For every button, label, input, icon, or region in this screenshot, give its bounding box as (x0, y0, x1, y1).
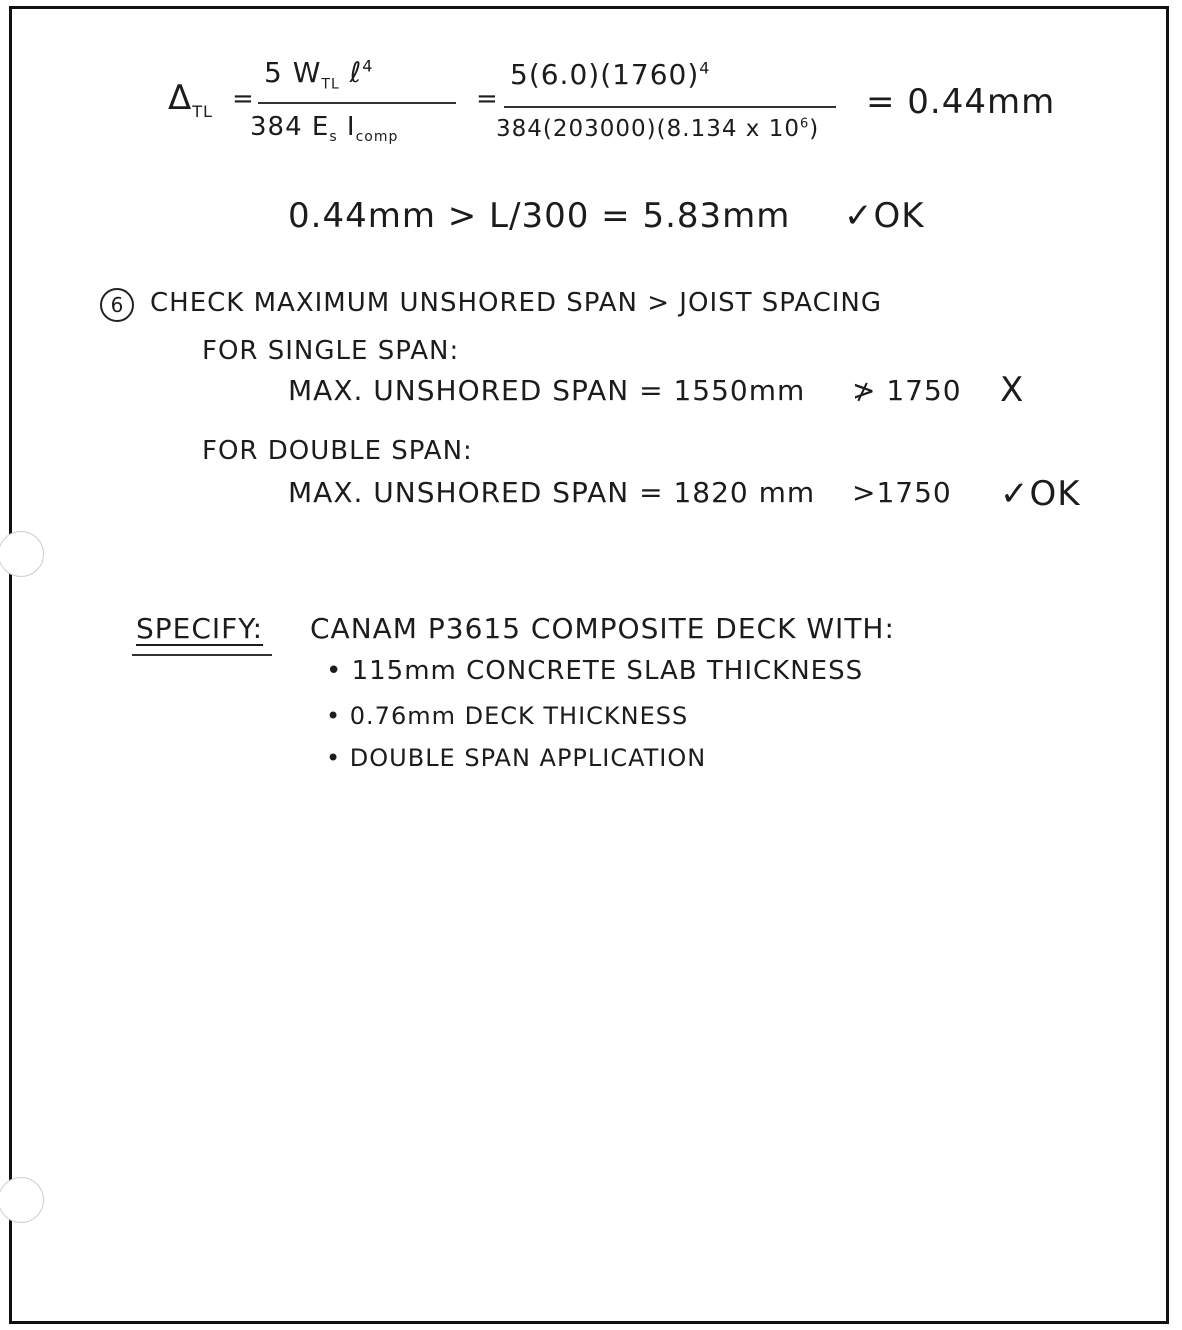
spec-item-deck: • 0.76mm DECK THICKNESS (326, 702, 689, 730)
values-den-text: 384(203000)(8.134 x 10 (496, 116, 800, 142)
spec-item-span: • DOUBLE SPAN APPLICATION (326, 744, 707, 772)
delta-symbol (168, 78, 213, 121)
single-span-label: FOR SINGLE SPAN: (202, 336, 460, 366)
single-span-fail-mark: X (1000, 370, 1025, 410)
formula-den-text: 384 E (250, 112, 330, 142)
single-span-value: MAX. UNSHORED SPAN = 1550mm (288, 374, 806, 407)
formula-fraction-bar (258, 102, 456, 104)
formula-numerator (264, 56, 373, 93)
values-fraction-bar (504, 106, 836, 108)
formula-denominator (250, 112, 398, 145)
specify-double-underline (132, 654, 272, 656)
double-span-value: MAX. UNSHORED SPAN = 1820 mm (288, 476, 816, 509)
double-span-label: FOR DOUBLE SPAN: (202, 436, 473, 466)
formula-num-sub: TL (321, 76, 340, 93)
binder-hole-top (0, 531, 44, 577)
values-num-exp: 4 (699, 58, 711, 78)
double-span-compare: >1750 (852, 476, 952, 509)
values-num-text: 5(6.0)(1760) (510, 58, 700, 91)
specify-label: SPECIFY: (136, 612, 264, 645)
double-span-ok-mark: ✓OK (1000, 474, 1081, 514)
formula-num-text: 5 W (264, 56, 322, 89)
deflection-limit-check: 0.44mm > L/300 = 5.83mm (288, 196, 791, 236)
delta-label: Δ (168, 78, 193, 118)
spec-item-slab: • 115mm CONCRETE SLAB THICKNESS (326, 656, 864, 686)
step-number-circle: 6 (100, 288, 134, 322)
values-den-close: ) (809, 116, 820, 142)
binder-hole-bottom (0, 1177, 44, 1223)
equals-sign-2: = (476, 84, 499, 114)
step6-heading: CHECK MAXIMUM UNSHORED SPAN > JOIST SPACING (150, 288, 883, 318)
delta-subscript: TL (192, 101, 213, 121)
single-span-compare: ≯ 1750 (852, 374, 962, 407)
equals-sign-1: = (232, 84, 255, 114)
deflection-ok-mark: ✓OK (844, 196, 925, 236)
values-numerator (510, 58, 710, 91)
specify-text: CANAM P3615 COMPOSITE DECK WITH: (310, 612, 895, 645)
deflection-result: = 0.44mm (866, 82, 1056, 122)
formula-den-i: I (346, 112, 356, 142)
values-denominator (496, 116, 819, 142)
formula-den-sub: s (329, 129, 338, 146)
values-den-exp: 6 (799, 116, 810, 132)
formula-num-l: ℓ (349, 56, 363, 89)
formula-den-i-sub: comp (355, 129, 399, 146)
formula-num-exp: 4 (362, 56, 374, 76)
